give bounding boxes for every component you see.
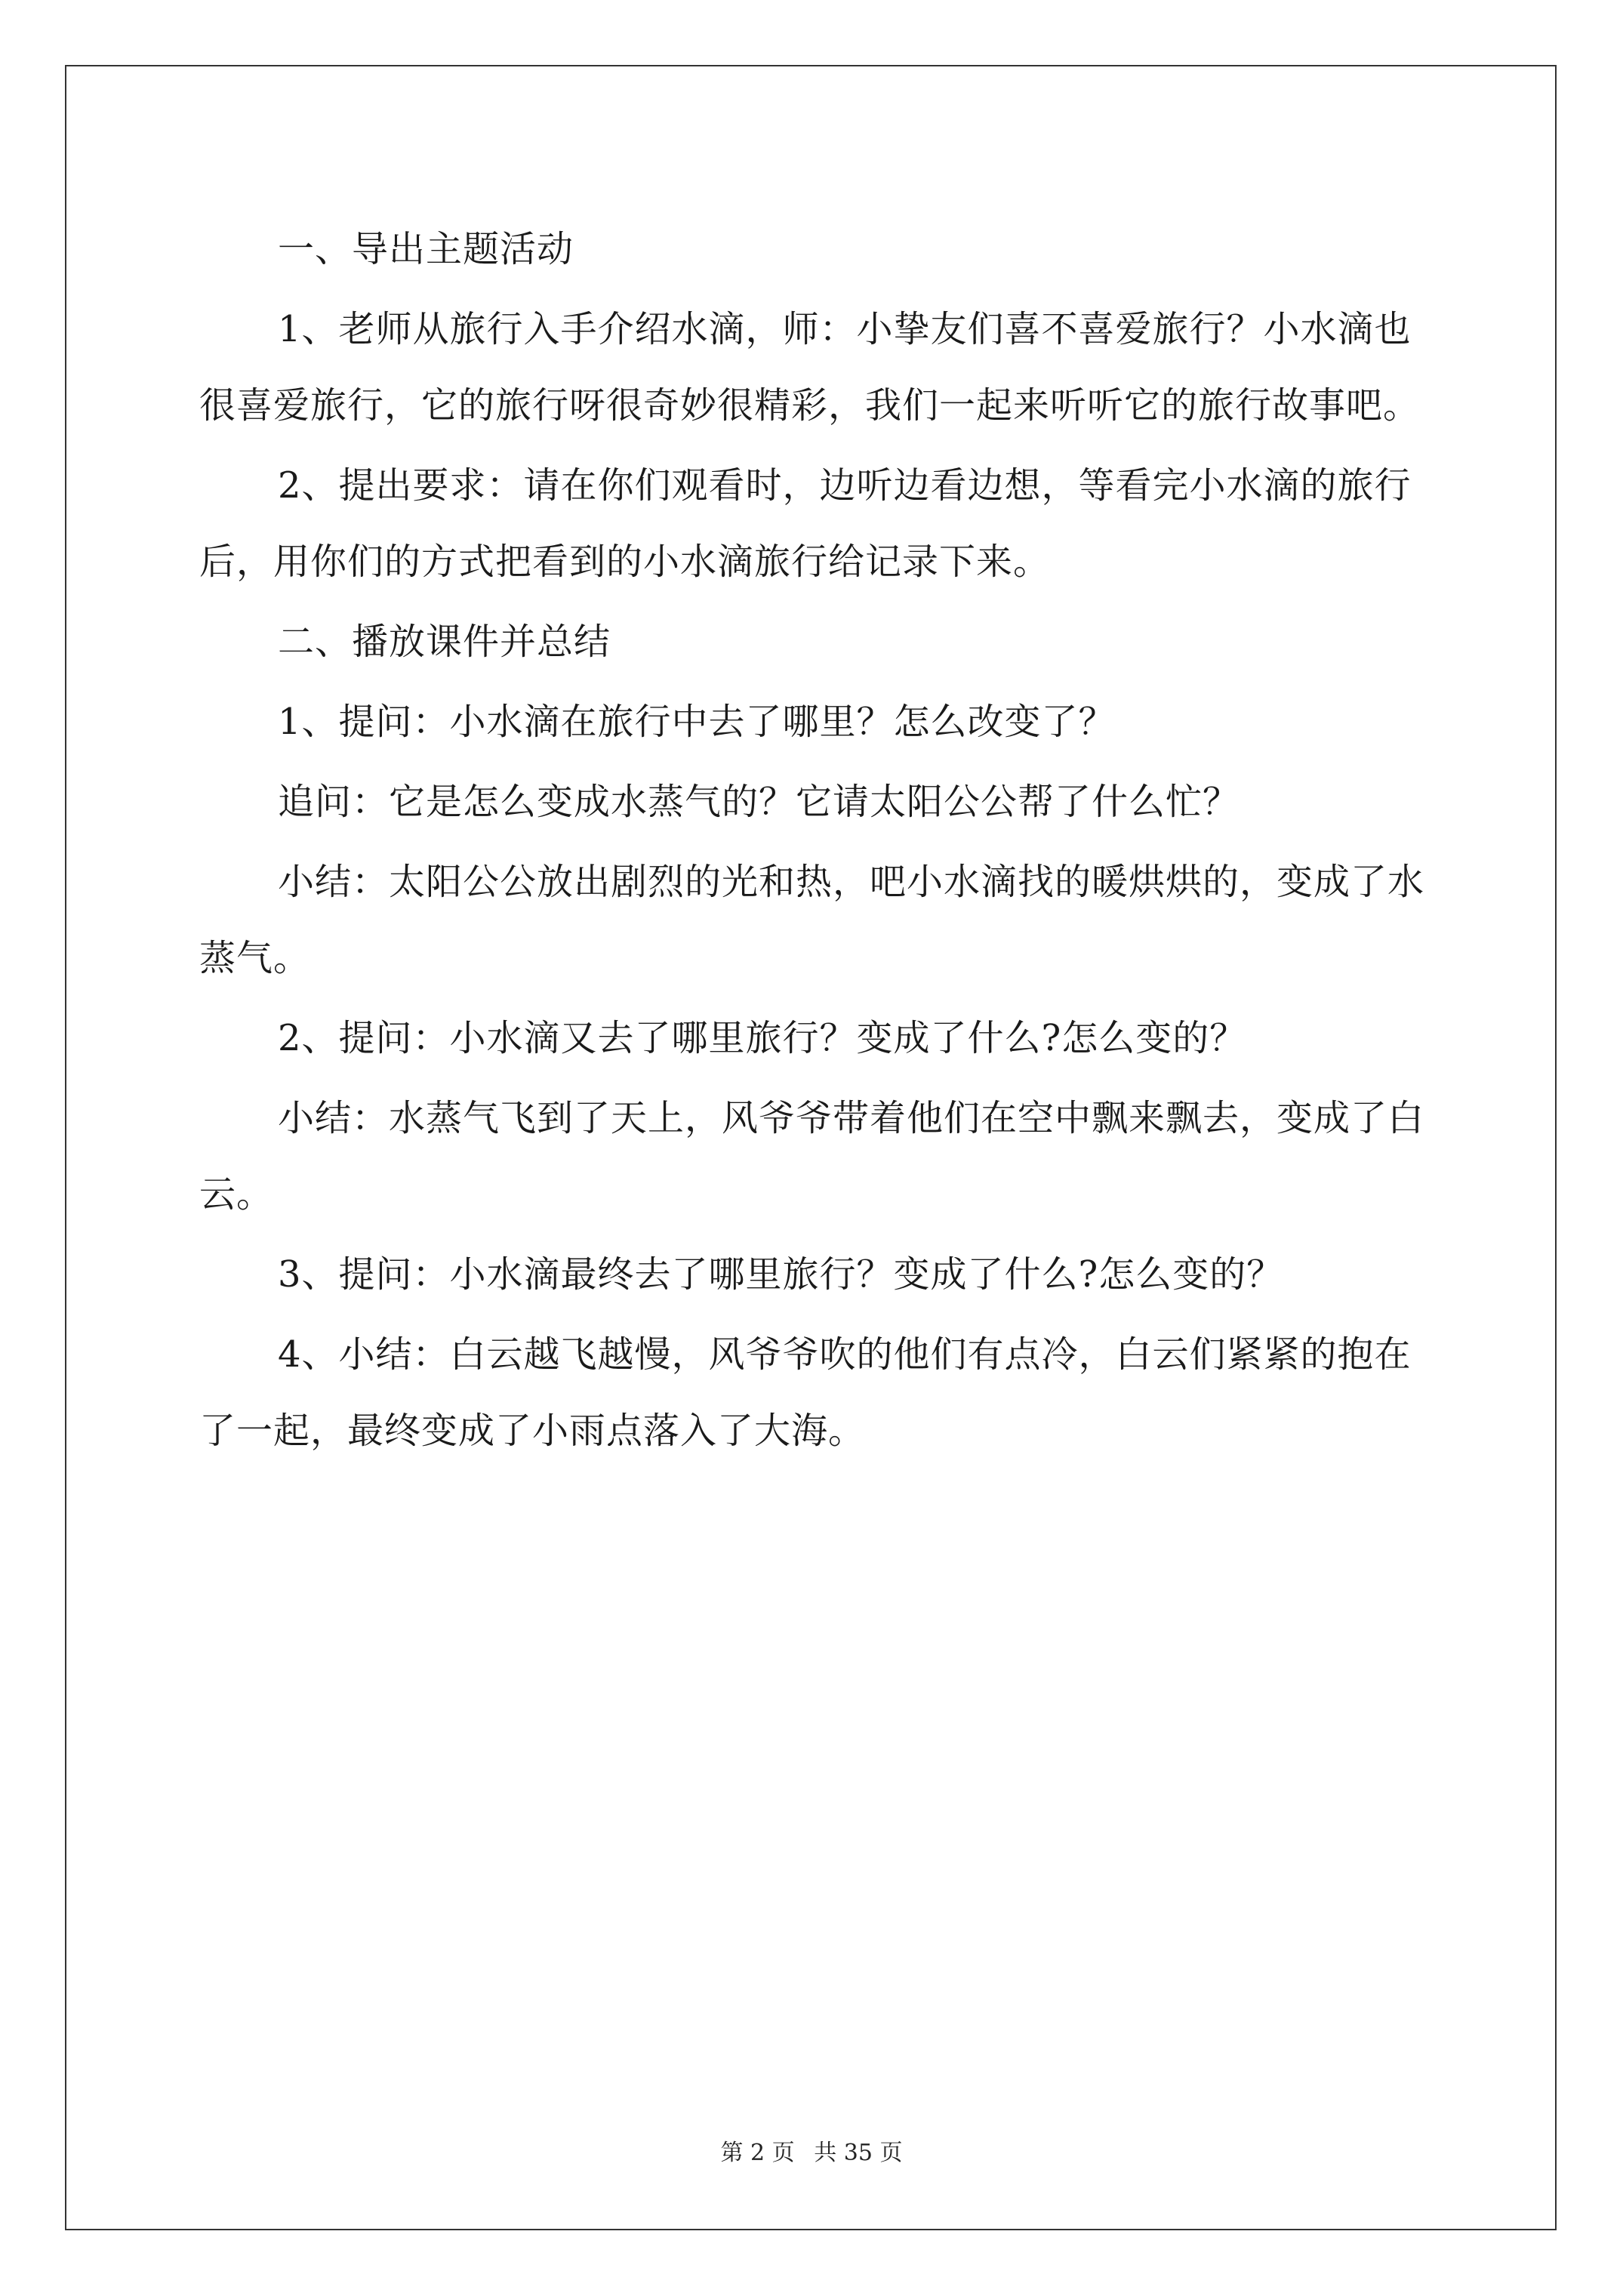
paragraph: 3、提问：小水滴最终去了哪里旅行？变成了什么?怎么变的？ <box>278 1253 1284 1296</box>
paragraph: 2、提出要求：请在你们观看时，边听边看边想，等看完小水滴的旅行后，用你们的方式把看到的小水滴旅行给记录下来。 <box>199 464 1412 583</box>
paragraph: 小结：水蒸气飞到了天上，风爷爷带着他们在空中飘来飘去，变成了白云。 <box>199 1097 1425 1216</box>
paragraph: 追问：它是怎么变成水蒸气的？它请太阳公公帮了什么忙？ <box>278 781 1240 823</box>
heading-section-2: 二、播放课件并总结 <box>278 621 611 663</box>
paragraph: 1、提问：小水滴在旅行中去了哪里？怎么改变了？ <box>278 701 1116 743</box>
paragraph: 2、提问：小水滴又去了哪里旅行？变成了什么?怎么变的？ <box>278 1017 1247 1059</box>
page-footer <box>0 2134 1623 2167</box>
paragraph: 小结：太阳公公放出剧烈的光和热，吧小水滴找的暖烘烘的，变成了水蒸气。 <box>199 861 1425 979</box>
paragraph: 4、小结：白云越飞越慢，风爷爷吹的他们有点冷，白云们紧紧的抱在了一起，最终变成了小雨点落入了大海。 <box>199 1333 1412 1452</box>
page-number: 第 2 页 <box>720 2140 795 2166</box>
paragraph: 1、老师从旅行入手介绍水滴，师：小挚友们喜不喜爱旅行？小水滴也很喜爱旅行，它的旅行呀很奇妙很精彩，我们一起来听听它的旅行故事吧。 <box>199 308 1421 427</box>
page-total: 共 35 页 <box>814 2140 903 2166</box>
document-body <box>199 211 1437 1473</box>
heading-section-1: 一、导出主题活动 <box>278 228 574 270</box>
